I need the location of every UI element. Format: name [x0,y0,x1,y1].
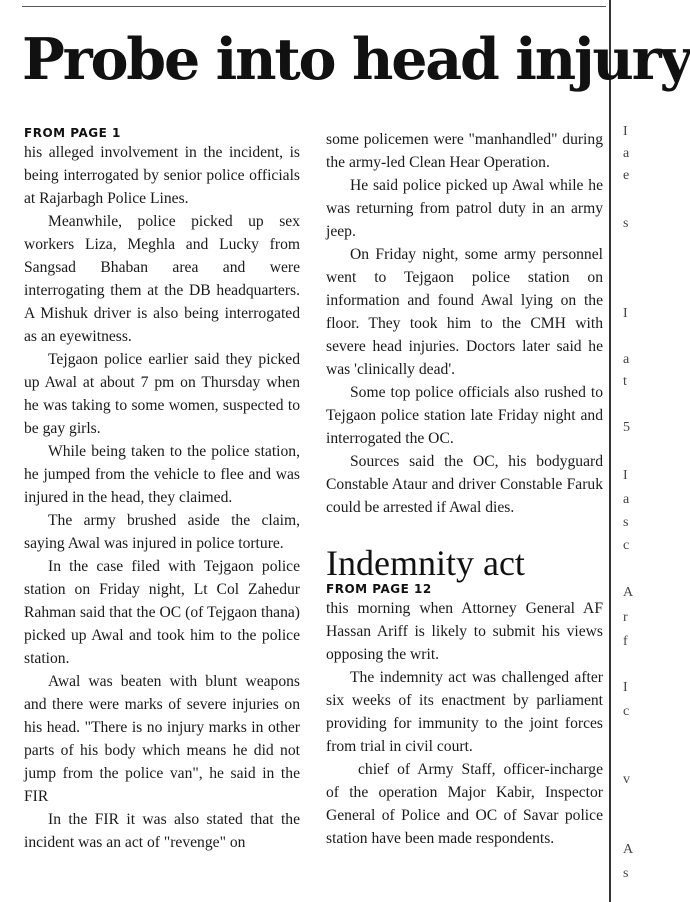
edge-fragment: c [623,704,630,719]
story-paragraph: Sources said the OC, his bodyguard Constable Ataur and driver Constable Faruk could be arrested if Awal dies. [326,453,603,516]
story-paragraph: He said police picked up Awal while he was returning from patrol duty in an army jeep. [326,177,603,240]
second-story-title: Indemnity act [326,543,525,583]
story-kicker: FROM PAGE 1 [24,126,121,140]
edge-fragment: a [623,492,630,507]
story-paragraph: Awal was beaten with blunt weapons and there were marks of severe injuries on his head. "There is no injury marks in other parts of his body which means he did not jump from the police van", he said in the FIR [24,673,300,805]
story-paragraph: While being taken to the police station, he jumped from the vehicle to flee and was injured in the head, they claimed. [24,443,300,506]
story-paragraph: Tejgaon police earlier said they picked up Awal at about 7 pm on Thursday when he was taking to some women, suspected to be gay girls. [24,351,300,437]
edge-fragment: s [623,515,629,530]
story-paragraph: In the case filed with Tejgaon police station on Friday night, Lt Col Zahedur Rahman said that the OC (of Tejgaon thana) picked up Awal and took him to the police station. [24,558,300,667]
edge-fragment: f [623,634,628,649]
left-column [24,125,300,854]
edge-fragment: s [623,866,629,881]
edge-fragment: s [623,216,629,231]
edge-fragment: c [623,538,630,553]
second-story-paragraph: The indemnity act was challenged after six weeks of its enactment by parliament providing for immunity to the joint forces from trial in civil court. [326,669,603,755]
top-rule [22,6,606,7]
second-story-paragraph: this morning when Attorney General AF Hassan Ariff is likely to submit his views opposing the writ. [326,600,603,663]
edge-fragment: 5 [623,420,630,435]
story-paragraph: On Friday night, some army personnel went to Tejgaon police station on information and found Awal lying on the floor. They took him to the CMH with severe head injuries. Doctors later said he was 'clinically dead'. [326,246,603,378]
edge-fragment: A [623,585,634,600]
edge-fragment: v [623,772,630,787]
headline: Probe into head injury [22,26,690,93]
edge-fragment: I [623,468,628,483]
second-story-kicker: FROM PAGE 12 [326,582,432,596]
adjacent-column-fragment [620,0,634,902]
second-story-paragraph: chief of Army Staff, officer-incharge of the operation Major Kabir, Inspector General of Police and OC of Savar police station have been made respondents. [326,761,603,847]
story-paragraph: his alleged involvement in the incident, is being interrogated by senior police officials at Rajarbagh Police Lines. [24,144,300,207]
story-paragraph: In the FIR it was also stated that the incident was an act of "revenge" on [24,811,300,851]
edge-fragment: t [623,374,627,389]
edge-fragment: A [623,842,634,857]
edge-fragment: a [623,352,630,367]
edge-fragment: I [623,680,628,695]
story-paragraph: some policemen were "manhandled" during the army-led Clean Hear Operation. [326,131,603,171]
story-paragraph: Meanwhile, police picked up sex workers Liza, Meghla and Lucky from Sangsad Bhaban area and were interrogating them at the DB headquarters. A Mishuk driver is also being interrogated as an eyewitness. [24,213,300,345]
edge-fragment: I [623,124,628,139]
edge-fragment: a [623,146,630,161]
edge-fragment: r [623,610,628,625]
column-divider-rule [609,0,611,902]
edge-fragment: I [623,306,628,321]
story-paragraph: Some top police officials also rushed to Tejgaon police station late Friday night and interrogated the OC. [326,384,603,447]
edge-fragment: e [623,168,630,183]
right-column [326,128,603,850]
story-paragraph: The army brushed aside the claim, saying Awal was injured in police torture. [24,512,300,552]
